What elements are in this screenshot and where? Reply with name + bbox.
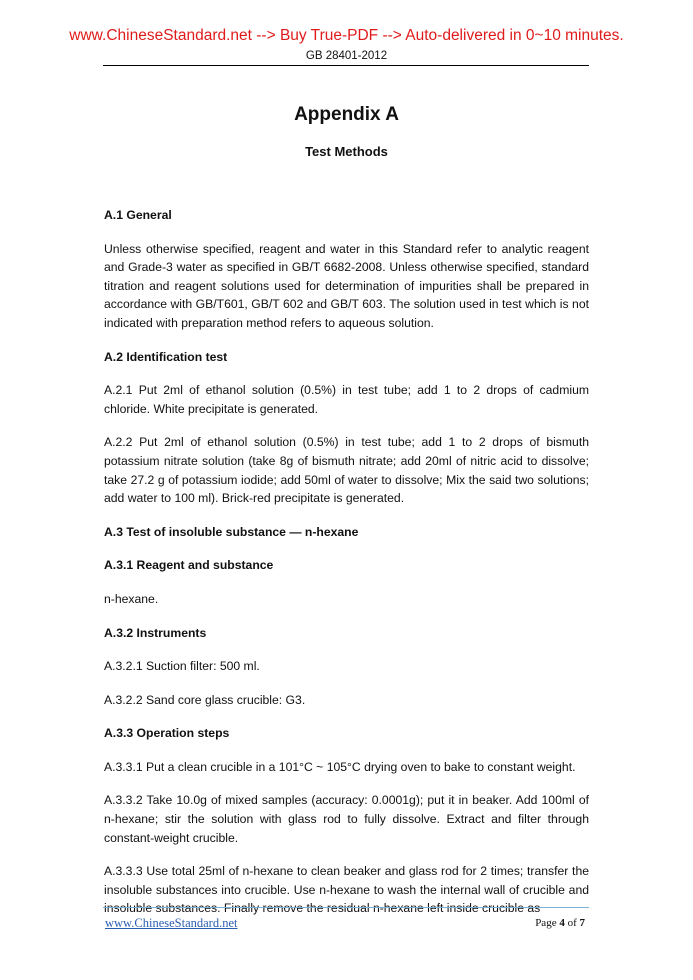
paragraph: A.3.3.2 Take 10.0g of mixed samples (accuracy: 0.0001g); put it in beaker. Add 100ml of n-hexane; stir the solution with glass rod to fully dissolve. Extract and filter through constant-weight crucible. — [104, 793, 589, 845]
page-of: of — [567, 917, 577, 929]
page-subtitle: Test Methods — [305, 144, 388, 159]
paragraph: Unless otherwise specified, reagent and water in this Standard refer to analytic reagent and Grade-3 water as specified in GB/T 6682-2008. Unless otherwise specified, standard titration and reagent solutions used for determination of impurities shall be prepared in accordance with GB/T601, GB/T 602 and GB/T 603. The solution used in test which is not indicated with preparation method refers to aqueous solution. — [104, 241, 589, 330]
section-heading: A.2 Identification test — [104, 349, 228, 364]
footer-website-link[interactable]: www.ChineseStandard.net — [105, 916, 238, 930]
section-heading: A.1 General — [104, 208, 172, 222]
footer-divider — [103, 907, 589, 908]
paragraph: A.3.3.3 Use total 25ml of n-hexane to clean beaker and glass rod for 2 times; transfer the insoluble substances into crucible. Use n-hexane to wash the internal wall of crucible and insoluble substances. Finally remove the residual n-hexane left inside crucible as — [104, 864, 589, 916]
page-total: 7 — [579, 917, 585, 929]
paragraph: A.3.2.2 Sand core glass crucible: G3. — [104, 692, 306, 707]
page-current: 4 — [559, 917, 565, 929]
paragraph: A.3.3.1 Put a clean crucible in a 101°C ~ 105°C drying oven to bake to constant weight. — [104, 759, 576, 774]
paragraph: A.2.2 Put 2ml of ethanol solution (0.5%) in test tube; add 1 to 2 drops of bismuth potassium nitrate solution (take 8g of bismuth nitrate; add 20ml of nitric acid to dissolve; take 27.2 g of potassium iodide; add 50ml of water to dissolve; Mix the said two solutions; add water to 100 ml). Brick-red precipitate is generated. — [104, 435, 589, 506]
subsection-heading: A.3.3 Operation steps — [104, 726, 230, 741]
top-banner-link[interactable]: www.ChineseStandard.net --> Buy True-PDF --> Auto-delivered in 0~10 minutes. — [69, 27, 624, 44]
paragraph: n-hexane. — [104, 591, 159, 606]
page-number — [535, 917, 585, 929]
page-title: Appendix A — [294, 104, 399, 125]
paragraph: A.2.1 Put 2ml of ethanol solution (0.5%) in test tube; add 1 to 2 drops of cadmium chloride. White precipitate is generated. — [104, 383, 589, 416]
paragraph: A.3.2.1 Suction filter: 500 ml. — [104, 659, 260, 674]
standard-number: GB 28401-2012 — [305, 50, 388, 62]
subsection-heading: A.3.1 Reagent and substance — [104, 558, 274, 573]
document-body — [104, 206, 589, 933]
section-heading: A.3 Test of insoluble substance — n-hexane — [104, 524, 359, 539]
page-prefix: Page — [535, 917, 557, 929]
header-divider — [103, 65, 589, 66]
subsection-heading: A.3.2 Instruments — [104, 625, 207, 640]
